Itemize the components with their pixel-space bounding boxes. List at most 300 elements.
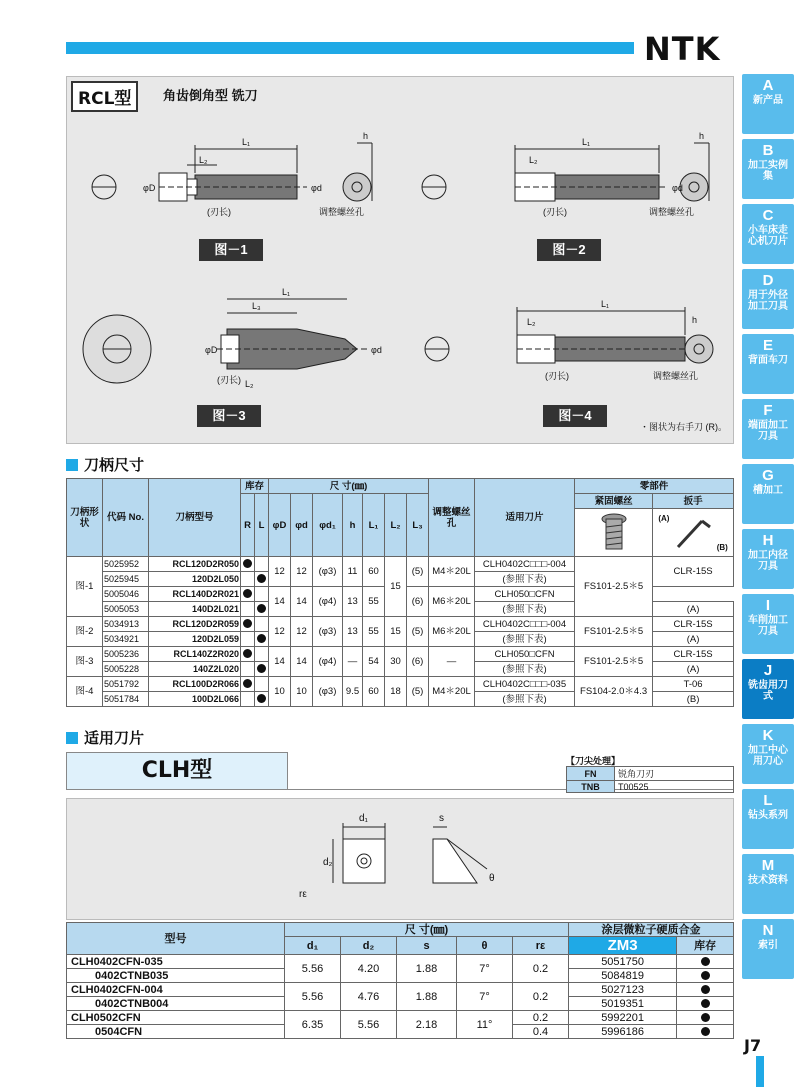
wrench-picture	[653, 509, 734, 557]
cell-insert-stock	[677, 983, 734, 997]
fig2-label: 图－2	[537, 239, 601, 261]
fig4-h-label: h	[692, 315, 698, 325]
page-bar	[756, 1056, 764, 1087]
side-tab-letter: I	[765, 597, 771, 614]
side-tab-c[interactable]	[742, 204, 794, 264]
page-number: J7	[744, 1036, 762, 1055]
cell-insert-s: 2.18	[397, 1011, 457, 1039]
stock-dot	[701, 1013, 710, 1022]
table-row	[67, 557, 734, 572]
section-applicable-inserts	[66, 727, 144, 748]
side-tab-name: 车削加工刀具	[748, 615, 788, 637]
cell-insert-code: 5992201	[569, 1011, 677, 1025]
cell-insert: CLH0402C□□□-035	[475, 677, 575, 692]
cell-insert-model: CLH0402CFN-035	[67, 955, 285, 969]
stock-dot	[257, 574, 266, 583]
cell-L3: (6)	[407, 587, 429, 617]
cell-stock-l	[255, 647, 269, 662]
cell-stock-r	[241, 602, 255, 617]
insert-table	[66, 922, 734, 1039]
cell-insert-d2: 4.76	[341, 983, 397, 1011]
th-L1: L₁	[363, 494, 385, 557]
side-tab-letter: G	[762, 467, 774, 484]
cell-wrench-note: (A)	[653, 602, 734, 617]
cell-insert-note: (参照下表)	[475, 602, 575, 617]
clh-type-label: CLH型	[66, 752, 288, 790]
side-tab-j[interactable]	[742, 659, 794, 719]
side-tab-letter: D	[762, 272, 774, 289]
cell-L3: (5)	[407, 557, 429, 587]
cell-insert-code: 5051750	[569, 955, 677, 969]
cell-code: 5025945	[103, 572, 149, 587]
table-row	[67, 983, 734, 997]
cell-insert-code: 5084819	[569, 969, 677, 983]
cell-L1: 60	[363, 677, 385, 707]
stock-dot	[243, 589, 252, 598]
cell-wrench: T-06	[653, 677, 734, 692]
th-clamp: 紧固螺丝	[575, 494, 653, 509]
cell-insert-s: 1.88	[397, 983, 457, 1011]
edge-treatment-table	[566, 766, 734, 793]
cell-wrench-note: (B)	[653, 692, 734, 707]
cell-insert-re: 0.4	[513, 1025, 569, 1039]
cell-insert-note: (参照下表)	[475, 692, 575, 707]
side-tab-letter: H	[762, 532, 774, 549]
side-tab-name: 加工中心用刀心	[748, 745, 788, 767]
stock-dot	[701, 957, 710, 966]
cell-h: 13	[343, 617, 363, 647]
section-holder-dimensions	[66, 454, 144, 475]
fig3-L2-label: L₂	[245, 379, 254, 389]
side-tab-letter: E	[762, 337, 773, 354]
stock-dot	[243, 619, 252, 628]
stock-dot	[257, 664, 266, 673]
insert-re-label: rε	[299, 889, 307, 900]
cell-d1: (φ3)	[313, 677, 343, 707]
side-tab-letter: C	[762, 207, 774, 224]
insert-drawing-panel	[66, 798, 734, 920]
cell-insert-theta: 7°	[457, 983, 513, 1011]
cell-insert-code: 5996186	[569, 1025, 677, 1039]
cell-insert: CLH0402C□□□-004	[475, 557, 575, 572]
th-L3: L₃	[407, 494, 429, 557]
cell-insert-code: 5027123	[569, 983, 677, 997]
cell-insert-stock	[677, 955, 734, 969]
cell-h: 13	[343, 587, 363, 617]
cell-wrench: CLR-15S	[653, 647, 734, 662]
cell-screw: —	[429, 647, 475, 677]
cell-stock-l	[255, 572, 269, 587]
side-tab-letter: A	[762, 77, 774, 94]
cell-insert-model: 0402CTNB004	[67, 997, 285, 1011]
cell-insert-re: 0.2	[513, 1011, 569, 1025]
fig4-L2-label: L₂	[527, 317, 536, 327]
cell-model: 140D2L021	[149, 602, 241, 617]
cell-stock-l	[255, 617, 269, 632]
cell-insert-d1: 5.56	[285, 955, 341, 983]
cell-insert-s: 1.88	[397, 955, 457, 983]
cell-model: RCL140Z2R020	[149, 647, 241, 662]
cell-insert-model: 0504CFN	[67, 1025, 285, 1039]
fig3-edge-label: (刃长)	[217, 375, 241, 385]
cell-model: RCL140D2R021	[149, 587, 241, 602]
cell-h: 11	[343, 557, 363, 587]
th-insert-d2: d₂	[341, 937, 397, 955]
cell-insert-theta: 7°	[457, 955, 513, 983]
cell-L2: 30	[385, 647, 407, 677]
side-tab-letter: F	[763, 402, 773, 419]
th-r: R	[241, 494, 255, 557]
cell-shape: 图-4	[67, 677, 103, 707]
cell-insert: CLH0402C□□□-004	[475, 617, 575, 632]
stock-dot	[701, 971, 710, 980]
cell-clamp: FS101-2.5＊5	[575, 647, 653, 677]
cell-L3: (5)	[407, 617, 429, 647]
cell-D: 12	[269, 617, 291, 647]
cell-model: 120D2L050	[149, 572, 241, 587]
cell-model: RCL120D2R050	[149, 557, 241, 572]
cell-D: 14	[269, 647, 291, 677]
side-tab-name: 用于外径加工刀具	[748, 290, 788, 312]
insert-s-label: s	[439, 813, 444, 824]
th-insert-d1: d₁	[285, 937, 341, 955]
th-d: φd	[291, 494, 313, 557]
cell-insert-re: 0.2	[513, 983, 569, 1011]
edge-key: TNB	[567, 781, 615, 793]
cell-d1: (φ4)	[313, 647, 343, 677]
cell-insert-d2: 4.20	[341, 955, 397, 983]
th-insert-model: 型号	[67, 923, 285, 955]
edge-value: 锐角刀刃	[615, 767, 734, 781]
side-tab-e[interactable]	[742, 334, 794, 394]
table-row	[67, 1011, 734, 1025]
fig1-L2-label: L₂	[199, 155, 208, 165]
side-tab-letter: L	[763, 792, 773, 809]
th-D: φD	[269, 494, 291, 557]
side-tab-name: 背面车刀	[748, 355, 788, 366]
cell-model: 120D2L059	[149, 632, 241, 647]
cell-insert-re: 0.2	[513, 955, 569, 983]
cell-L2: 15	[385, 617, 407, 647]
cell-d1: (φ4)	[313, 587, 343, 617]
cell-L1: 60	[363, 557, 385, 587]
cell-code: 5051784	[103, 692, 149, 707]
side-tab-h[interactable]	[742, 529, 794, 589]
cell-insert-note: (参照下表)	[475, 662, 575, 677]
fig2-edge-label: (刃长)	[543, 207, 567, 217]
cell-d: 10	[291, 677, 313, 707]
wrench-icon	[672, 513, 714, 553]
side-tab-name: 加工实例集	[748, 160, 788, 182]
table-row	[67, 647, 734, 662]
cell-insert-model: CLH0502CFN	[67, 1011, 285, 1025]
edge-value: T00525	[615, 781, 734, 793]
cell-stock-r	[241, 677, 255, 692]
side-tab-l[interactable]	[742, 789, 794, 849]
fig2-L2-label: L₂	[529, 155, 538, 165]
cell-screw: M4＊20L	[429, 557, 475, 587]
cell-insert-d1: 5.56	[285, 983, 341, 1011]
cell-insert-stock	[677, 969, 734, 983]
cell-code: 5034921	[103, 632, 149, 647]
th-wrench: 扳手	[653, 494, 734, 509]
th-insert: 适用刀片	[475, 479, 575, 557]
fig1-edge-label: (刃长)	[207, 207, 231, 217]
stock-dot	[701, 999, 710, 1008]
fig2-screw-label: 调整螺丝孔	[649, 207, 695, 217]
cell-stock-r	[241, 692, 255, 707]
cell-D: 12	[269, 557, 291, 587]
holder-table	[66, 478, 734, 707]
th-stock: 库存	[241, 479, 269, 494]
cell-stock-r	[241, 572, 255, 587]
side-tab-d[interactable]	[742, 269, 794, 329]
th-screw: 调整螺丝孔	[429, 479, 475, 557]
cell-insert-note: (参照下表)	[475, 572, 575, 587]
cell-stock-l	[255, 602, 269, 617]
wrench-a-label: (A)	[658, 513, 670, 523]
insert-d2-label: d₂	[323, 857, 333, 868]
fig4-L1-label: L₁	[601, 299, 610, 309]
cell-model: RCL120D2R059	[149, 617, 241, 632]
cell-insert: CLH050□CFN	[475, 647, 575, 662]
th-insert-dim: 尺 寸(㎜)	[285, 923, 569, 937]
panel-title: 角齿倒角型 铣刀	[163, 88, 258, 103]
cell-shape: 图-1	[67, 557, 103, 617]
side-tab-b[interactable]	[742, 139, 794, 199]
cell-d: 14	[291, 647, 313, 677]
side-tab-name: 铣齿用刀式	[748, 680, 788, 702]
th-insert-stock: 库存	[677, 937, 734, 955]
fig3-label: 图－3	[197, 405, 261, 427]
cell-stock-l	[255, 677, 269, 692]
side-tab-g[interactable]	[742, 464, 794, 524]
cell-L3: (6)	[407, 647, 429, 677]
cell-insert-d2: 5.56	[341, 1011, 397, 1039]
fig3-L1-label: L₁	[282, 287, 291, 297]
cell-stock-l	[255, 587, 269, 602]
header-bar	[66, 42, 634, 54]
cell-clamp: FS101-2.5＊5	[575, 617, 653, 647]
th-grade-zm3: ZM3	[569, 937, 677, 955]
cell-L2: 18	[385, 677, 407, 707]
cell-code: 5005046	[103, 587, 149, 602]
wrench-b-label: (B)	[716, 542, 728, 552]
side-tab-letter: B	[762, 142, 774, 159]
side-tab-name: 技术资料	[748, 875, 788, 886]
cell-wrench-note: (A)	[653, 662, 734, 677]
cell-wrench: CLR-15S	[653, 557, 734, 587]
th-L2: L₂	[385, 494, 407, 557]
cell-L1: 55	[363, 617, 385, 647]
side-tab-k[interactable]	[742, 724, 794, 784]
cell-shape: 图-3	[67, 647, 103, 677]
fig2-L1-label: L₁	[582, 137, 591, 147]
cell-L2: 15	[385, 557, 407, 617]
cell-insert-theta: 11°	[457, 1011, 513, 1039]
cell-stock-l	[255, 557, 269, 572]
brand-logo: NTK	[644, 30, 721, 68]
side-tab-name: 加工内径刀具	[748, 550, 788, 572]
fig4-screw-label: 调整螺丝孔	[653, 371, 699, 381]
cell-L1: 55	[363, 587, 385, 617]
cell-insert: CLH050□CFN	[475, 587, 575, 602]
side-tab-letter: J	[763, 662, 773, 679]
cell-d: 12	[291, 617, 313, 647]
cell-code: 5025952	[103, 557, 149, 572]
cell-d1: (φ3)	[313, 557, 343, 587]
cell-insert-note: (参照下表)	[475, 632, 575, 647]
side-tab-name: 新产品	[753, 95, 783, 106]
fig1-screw-label: 调整螺丝孔	[319, 207, 365, 217]
section-title: 适用刀片	[84, 730, 145, 747]
stock-dot	[701, 1027, 710, 1036]
stock-dot	[243, 679, 252, 688]
cell-stock-l	[255, 632, 269, 647]
th-insert-theta: θ	[457, 937, 513, 955]
fig1-label: 图－1	[199, 239, 263, 261]
table-row	[67, 617, 734, 632]
fig4-label: 图－4	[543, 405, 607, 427]
fig3-d-label: φd	[371, 345, 382, 355]
cell-stock-l	[255, 662, 269, 677]
fig2-h-label: h	[699, 131, 705, 141]
type-label: RCL型	[71, 81, 138, 112]
cell-clamp: FS101-2.5＊5	[575, 557, 653, 617]
th-code: 代码 No.	[103, 479, 149, 557]
screw-icon	[594, 511, 634, 555]
stock-dot	[243, 559, 252, 568]
cell-screw: M6＊20L	[429, 617, 475, 647]
fig3-D-label: φD	[205, 345, 218, 355]
clamp-screw-picture	[575, 509, 653, 557]
cell-screw: M6＊20L	[429, 587, 475, 617]
th-l: L	[255, 494, 269, 557]
cell-wrench: CLR-15S	[653, 617, 734, 632]
cell-stock-r	[241, 632, 255, 647]
cell-insert-stock	[677, 1011, 734, 1025]
stock-dot	[257, 604, 266, 613]
cell-stock-l	[255, 692, 269, 707]
cell-L3: (5)	[407, 677, 429, 707]
cell-model: 100D2L066	[149, 692, 241, 707]
cell-insert-code: 5019351	[569, 997, 677, 1011]
table-row	[67, 955, 734, 969]
cell-h: —	[343, 647, 363, 677]
cell-wrench-note: (A)	[653, 632, 734, 647]
cell-code: 5005053	[103, 602, 149, 617]
table-row	[567, 767, 734, 781]
cell-D: 10	[269, 677, 291, 707]
section-square-icon	[66, 732, 78, 744]
edge-treatment-title: 【刀尖处理】	[566, 756, 621, 766]
section-title: 刀柄尺寸	[84, 457, 145, 474]
cell-code: 5005236	[103, 647, 149, 662]
cell-insert-stock	[677, 1025, 734, 1039]
cell-model: 140Z2L020	[149, 662, 241, 677]
side-tab-name: 小车床走心机刀片	[748, 225, 788, 247]
cell-insert-model: CLH0402CFN-004	[67, 983, 285, 997]
section-square-icon	[66, 459, 78, 471]
cell-h: 9.5	[343, 677, 363, 707]
th-insert-re: rε	[513, 937, 569, 955]
th-h: h	[343, 494, 363, 557]
side-tab-letter: K	[762, 727, 774, 744]
fig1-d-label: φd	[311, 183, 322, 193]
cell-d: 14	[291, 587, 313, 617]
side-tab-name: 端面加工刀具	[748, 420, 788, 442]
cell-stock-r	[241, 557, 255, 572]
cell-stock-r	[241, 617, 255, 632]
cell-screw: M4＊20L	[429, 677, 475, 707]
th-insert-s: s	[397, 937, 457, 955]
fig3-L3-label: L₃	[252, 301, 261, 311]
cell-L1: 54	[363, 647, 385, 677]
cell-code: 5034913	[103, 617, 149, 632]
th-dimensions: 尺 寸(㎜)	[269, 479, 429, 494]
cell-stock-r	[241, 647, 255, 662]
side-tab-a[interactable]	[742, 74, 794, 134]
side-tab-name: 槽加工	[753, 485, 783, 496]
insert-top-view	[343, 839, 385, 883]
diagram-panel	[66, 76, 734, 444]
cell-insert-model: 0402CTNB035	[67, 969, 285, 983]
cell-code: 5005228	[103, 662, 149, 677]
cell-insert-stock	[677, 997, 734, 1011]
th-shape: 刀柄形状	[67, 479, 103, 557]
insert-d1-label: d₁	[359, 813, 368, 824]
cell-insert-d1: 6.35	[285, 1011, 341, 1039]
panel-note: ・图状为右手刀 (R)。	[640, 422, 727, 432]
stock-dot	[257, 694, 266, 703]
edge-key: FN	[567, 767, 615, 781]
cell-shape: 图-2	[67, 617, 103, 647]
side-tab-letter: M	[761, 857, 775, 874]
fig1-L1-label: L₁	[242, 137, 251, 147]
stock-dot	[257, 634, 266, 643]
side-tab-f[interactable]	[742, 399, 794, 459]
stock-dot	[243, 649, 252, 658]
table-row	[67, 677, 734, 692]
side-tab-name: 钻头系列	[748, 810, 788, 821]
cell-stock-r	[241, 662, 255, 677]
cell-clamp: FS104-2.0＊4.3	[575, 677, 653, 707]
th-d1: φd₁	[313, 494, 343, 557]
cell-D: 14	[269, 587, 291, 617]
fig1-h-label: h	[363, 131, 369, 141]
side-tab-n[interactable]	[742, 919, 794, 979]
fig4-edge-label: (刃长)	[545, 371, 569, 381]
th-insert-grade: 涂层微粒子硬质合金	[569, 923, 734, 937]
cell-code: 5051792	[103, 677, 149, 692]
fig1-D-label: φD	[143, 183, 156, 193]
table-row	[567, 781, 734, 793]
cell-stock-r	[241, 587, 255, 602]
cell-model: RCL100D2R066	[149, 677, 241, 692]
th-model: 刀柄型号	[149, 479, 241, 557]
side-tab-name: 索引	[758, 940, 778, 951]
cell-d: 12	[291, 557, 313, 587]
insert-theta-label: θ	[489, 873, 495, 884]
fig2-d-label: φd	[672, 183, 683, 193]
stock-dot	[701, 985, 710, 994]
cell-d1: (φ3)	[313, 617, 343, 647]
holder-drawings	[67, 77, 735, 445]
side-tab-m[interactable]	[742, 854, 794, 914]
insert-drawing	[67, 799, 735, 921]
side-tab-i[interactable]	[742, 594, 794, 654]
side-tabs	[742, 74, 794, 984]
